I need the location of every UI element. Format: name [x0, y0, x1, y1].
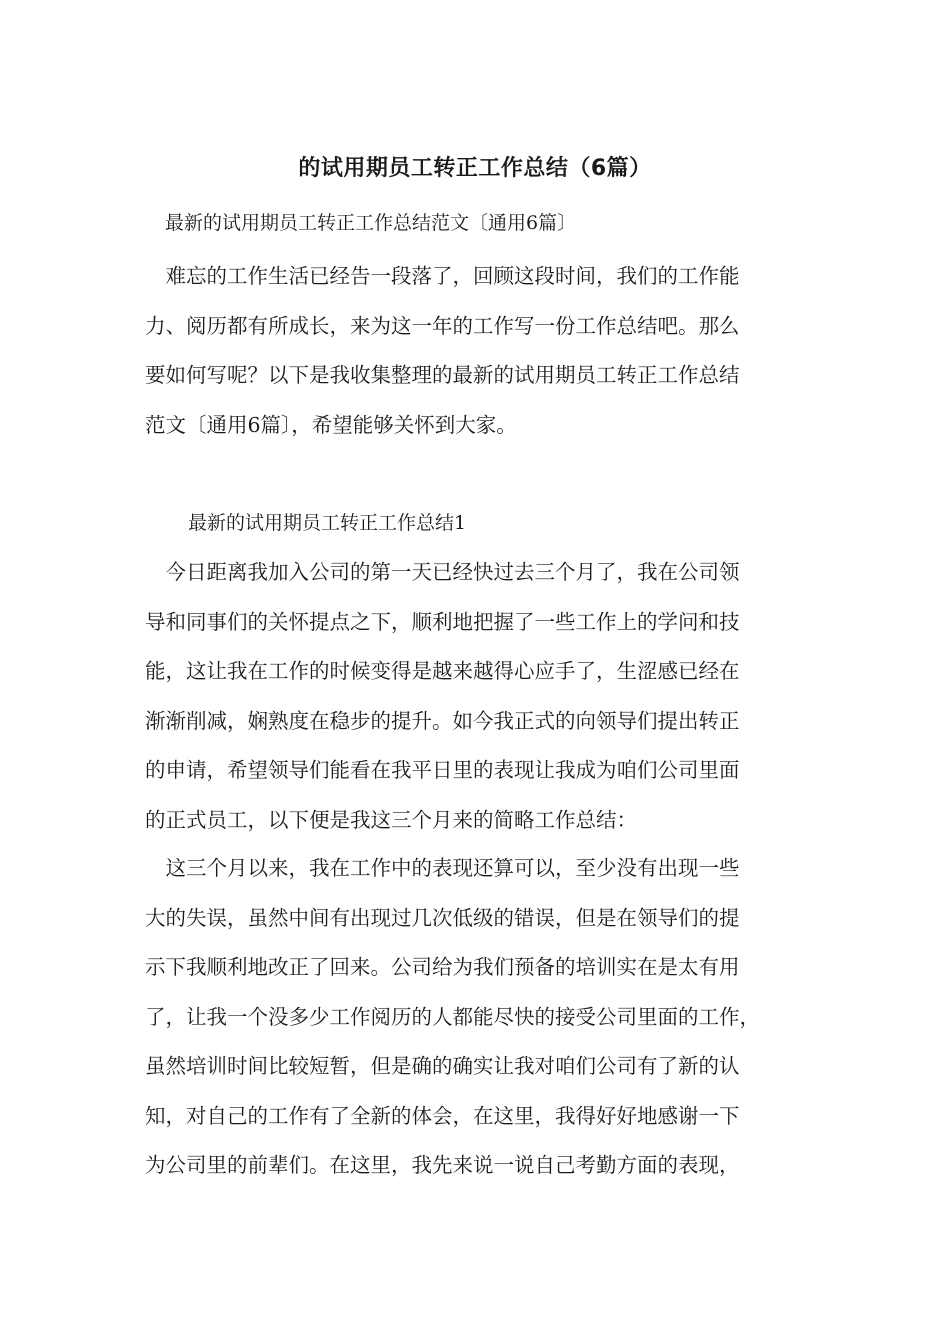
- text-line: 的正式员工，以下便是我这三个月来的简略工作总结：: [145, 807, 637, 832]
- text-line: 今日距离我加入公司的第一天已经快过去三个月了，我在公司领: [145, 560, 740, 584]
- text-line: 知，对自己的工作有了全新的体会，在这里，我得好好地感谢一下: [145, 1103, 740, 1128]
- text-line: 为公司里的前辈们。在这里，我先来说一说自己考勤方面的表现，: [145, 1153, 740, 1177]
- body-paragraph-1: [145, 548, 825, 845]
- text-line: 这三个月以来，我在工作中的表现还算可以，至少没有出现一些: [145, 856, 740, 880]
- document-title: 的试用期员工转正工作总结（6篇）: [298, 156, 652, 181]
- body-paragraph-2: [145, 844, 825, 1191]
- text-line: 能，这让我在工作的时候变得是越来越得心应手了，生涩感已经在: [145, 659, 740, 683]
- text-line: 渐渐削减，娴熟度在稳步的提升。如今我正式的向领导们提出转正: [145, 708, 740, 733]
- text-line: 难忘的工作生活已经告一段落了，回顾这段时间，我们的工作能: [145, 264, 740, 288]
- text-line: 要如何写呢？以下是我收集整理的最新的试用期员工转正工作总结: [145, 363, 740, 387]
- text-line: 虽然培训时间比较短暂，但是确的确实让我对咱们公司有了新的认: [145, 1054, 740, 1078]
- document-subtitle: 最新的试用期员工转正工作总结范文〔通用6篇〕: [165, 212, 577, 234]
- intro-paragraph: [145, 252, 825, 450]
- text-line: 力、阅历都有所成长，来为这一年的工作写一份工作总结吧。那么: [145, 313, 740, 338]
- text-line: 了，让我一个没多少工作阅历的人都能尽快的接受公司里面的工作，: [145, 1004, 760, 1029]
- text-line: 示下我顺利地改正了回来。公司给为我们预备的培训实在是太有用: [145, 955, 740, 979]
- text-line: 大的失误，虽然中间有出现过几次低级的错误，但是在领导们的提: [145, 905, 740, 930]
- text-line: 导和同事们的关怀提点之下，顺利地把握了一些工作上的学问和技: [145, 609, 740, 634]
- text-line: 范文〔通用6篇〕，希望能够关怀到大家。: [145, 412, 517, 437]
- section-heading: 最新的试用期员工转正工作总结1: [188, 512, 467, 534]
- text-line: 的申请，希望领导们能看在我平日里的表现让我成为咱们公司里面: [145, 758, 740, 782]
